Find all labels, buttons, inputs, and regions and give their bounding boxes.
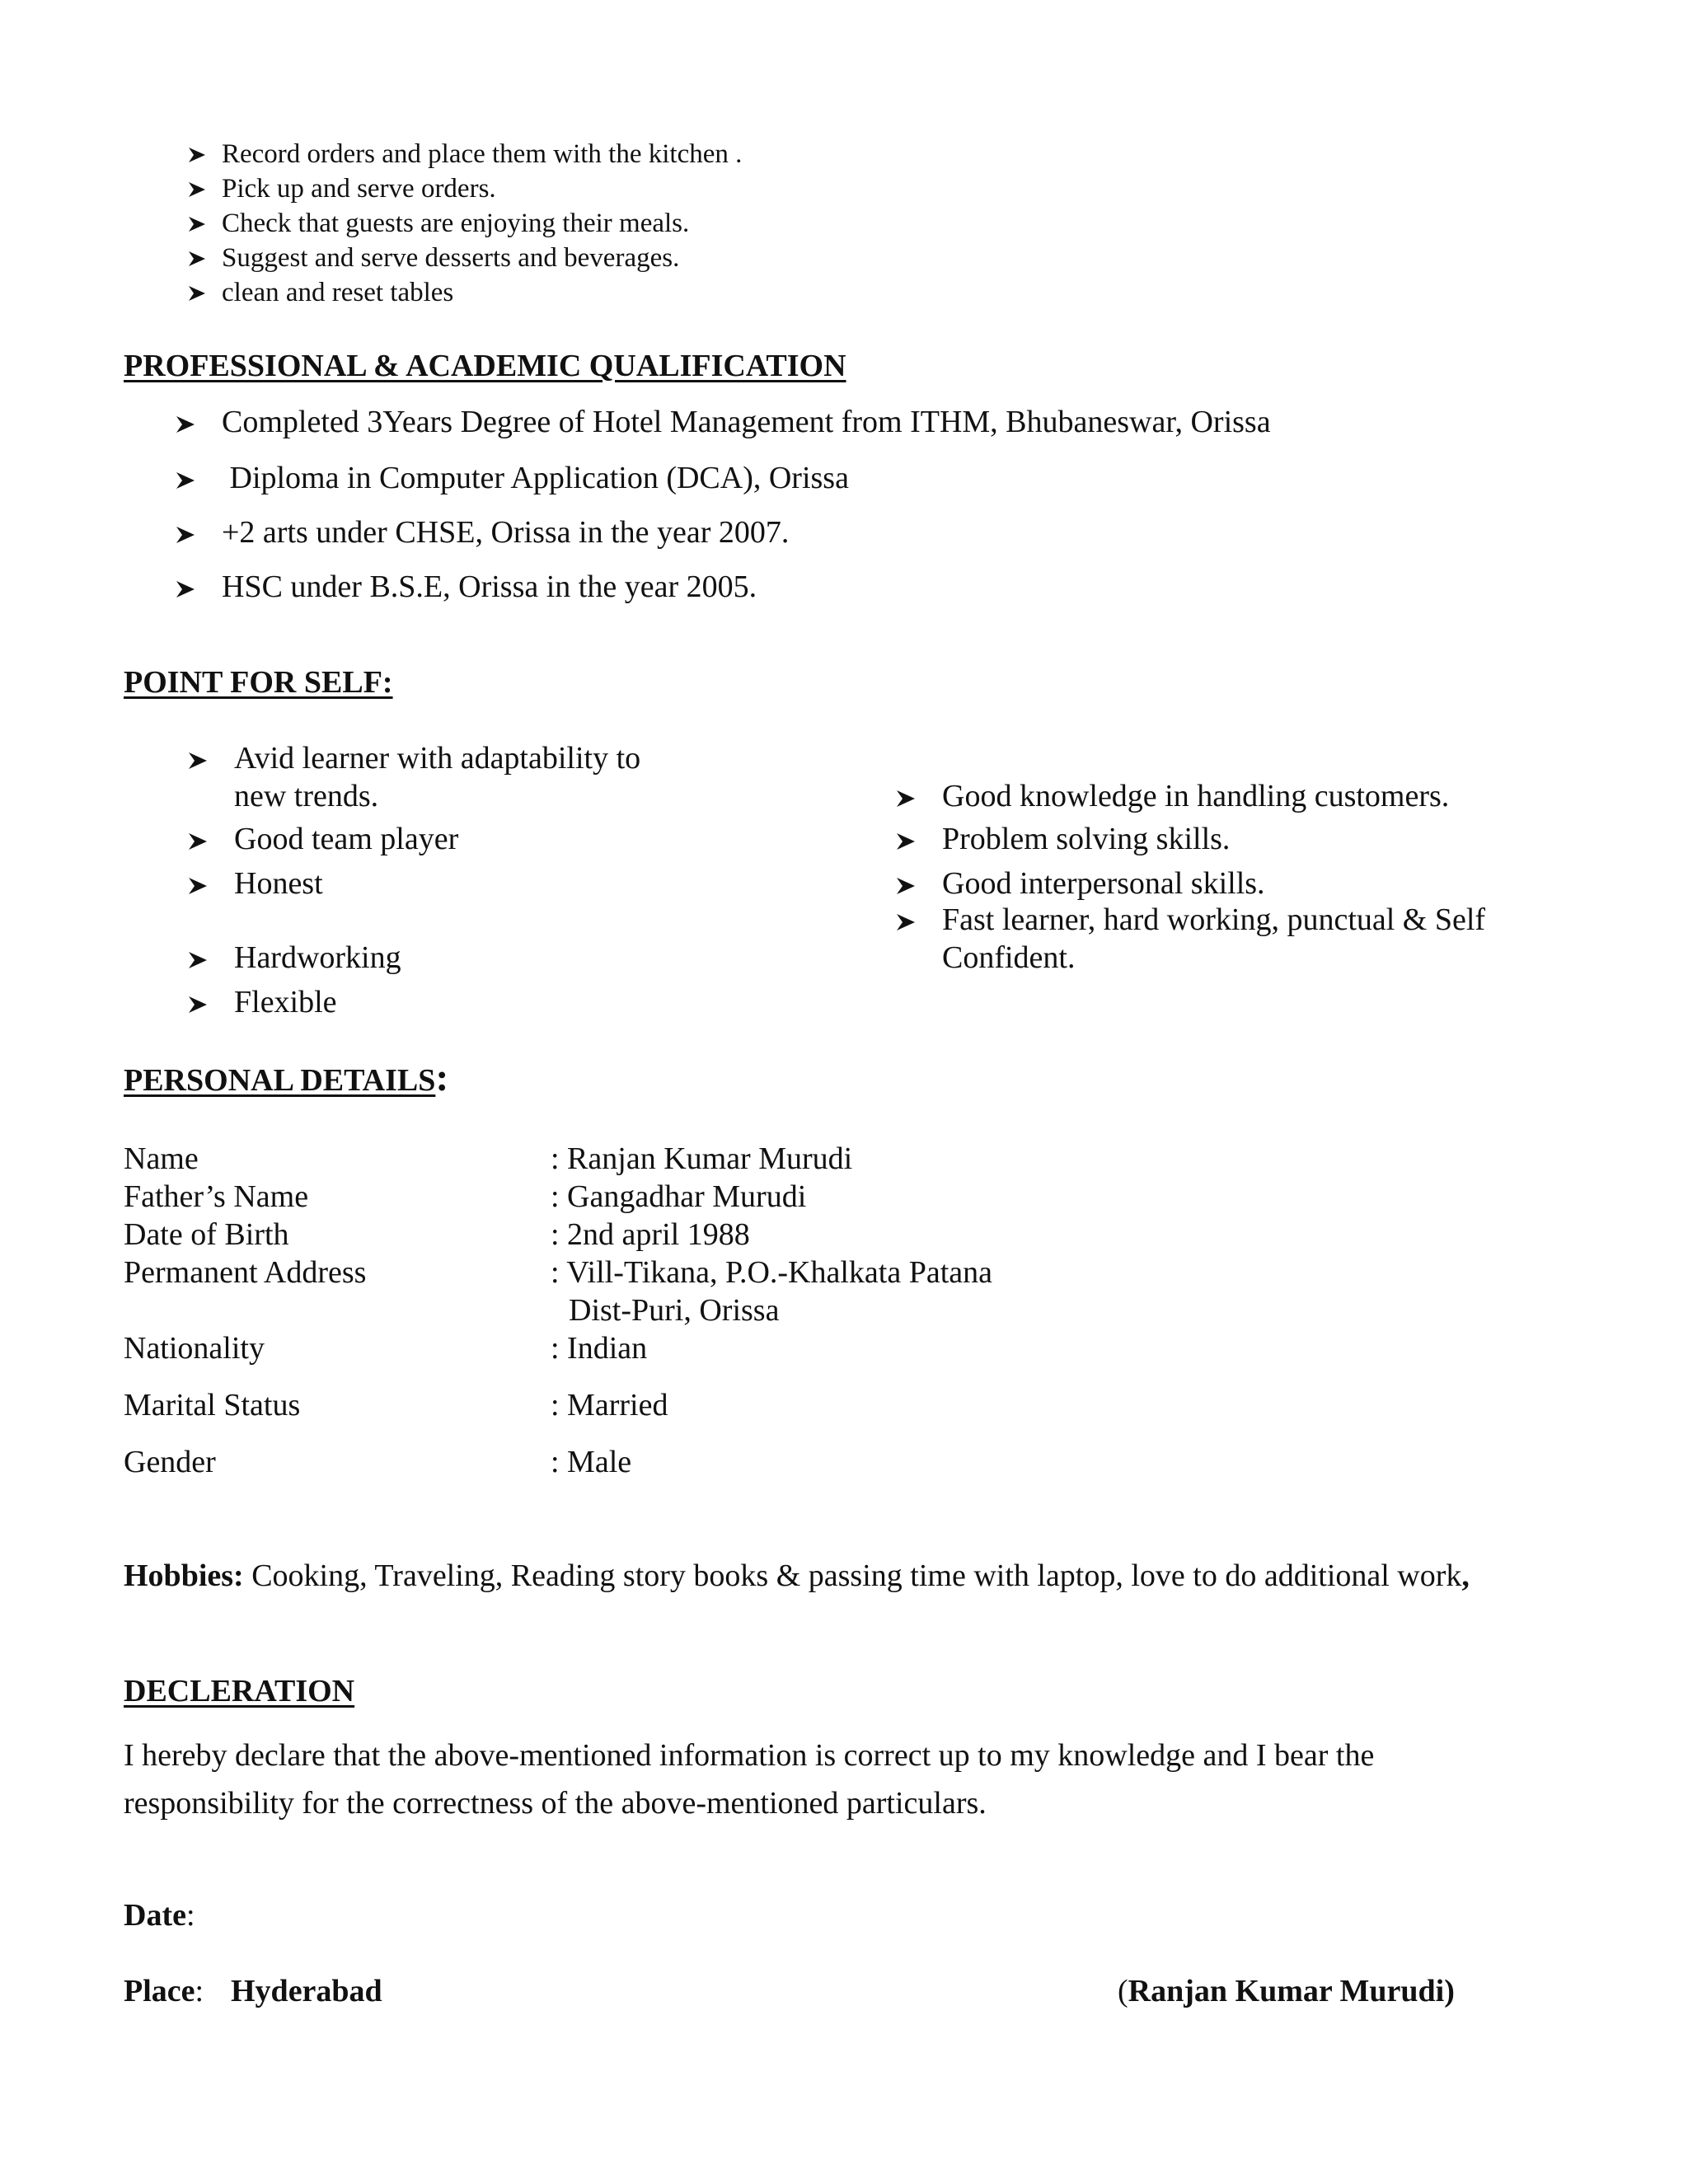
detail-label: Gender <box>124 1445 216 1479</box>
place-line: Place: <box>124 1974 204 2008</box>
detail-label: Date of Birth <box>124 1217 289 1252</box>
detail-label: Nationality <box>124 1331 265 1366</box>
section-heading-declaration: DECLERATION <box>124 1674 355 1708</box>
detail-value: : Ranjan Kumar Murudi <box>551 1141 853 1176</box>
section-heading-self: POINT FOR SELF: <box>124 665 393 700</box>
detail-value-continued: Dist-Puri, Orissa <box>569 1293 780 1328</box>
declaration-text: I hereby declare that the above-mentioned information is correct up to my knowledge and I bear the <box>124 1738 1375 1773</box>
place-value: Hyderabad <box>231 1974 382 2008</box>
resume-page: Record orders and place them with the kitchen . Pick up and serve orders. Check that guests are enjoying their meals. Suggest and serve desserts and beverages. clean and reset tables PROFESSIONAL & ACADEMIC QUALIFICATION Completed 3Years Degree of Hotel Management from ITHM, Bhubaneswar, Orissa Diploma in Computer Application (DCA), Orissa +2 arts under CHSE, Orissa in the year 2007. HSC under B.S.E, Orissa in the year 2005. POINT FOR SELF: Avid learner with adaptability to new trends. Good team player Honest Hardworking Flexible Good knowledge in handling customers. Problem solving skills. Good interpersonal skills. Fast learner, hard working, punctual & Self Confident. PERSONAL DETAILS: Name : Ranjan Kumar Murudi Father’s Name : Gangadhar Murudi Date of Birth : 2nd april 1988 Permanent Address : Vill-Tikana, P.O.-Khalkata Patana Dist-Puri, Orissa Nationality : Indian Marital Status : Married Gender : Male Hobbies: Cooking, Traveling, Reading story books & passing time with laptop, love to do additional work, DECLERATION I hereby declare that the above-mentioned information is correct up to my knowledge and I bear the responsibility for the correctness of the above-mentioned particulars. Date: Place: Hyderabad (Ranjan Kumar Murudi) <box>124 139 1486 2008</box>
date-label: Date <box>124 1898 186 1933</box>
section-heading-qualification: PROFESSIONAL & ACADEMIC QUALIFICATION <box>124 349 846 383</box>
detail-label: Marital Status <box>124 1388 301 1422</box>
hobbies-label: Hobbies: <box>124 1558 244 1593</box>
hobbies-line: Hobbies: Cooking, Traveling, Reading story books & passing time with laptop, love to do additional work, <box>124 1558 1470 1593</box>
declaration-text: responsibility for the correctness of the above-mentioned particulars. <box>124 1786 987 1821</box>
detail-value: : Indian <box>551 1331 648 1366</box>
detail-value: : 2nd april 1988 <box>551 1217 750 1252</box>
hobbies-text: Cooking, Traveling, Reading story books & passing time with laptop, love to do additional work <box>243 1558 1462 1593</box>
signature-name: (Ranjan Kumar Murudi) <box>1118 1974 1455 2008</box>
detail-label: Permanent Address <box>124 1255 367 1290</box>
detail-label: Father’s Name <box>124 1179 309 1214</box>
place-label: Place <box>124 1974 195 2008</box>
detail-value: : Male <box>551 1445 632 1479</box>
detail-value: : Married <box>551 1388 668 1422</box>
detail-label: Name <box>124 1141 199 1176</box>
detail-value: : Gangadhar Murudi <box>551 1179 807 1214</box>
date-line: Date: <box>124 1898 195 1933</box>
detail-value: : Vill-Tikana, P.O.-Khalkata Patana <box>551 1255 992 1290</box>
section-heading-personal: PERSONAL DETAILS: <box>124 1056 449 1099</box>
